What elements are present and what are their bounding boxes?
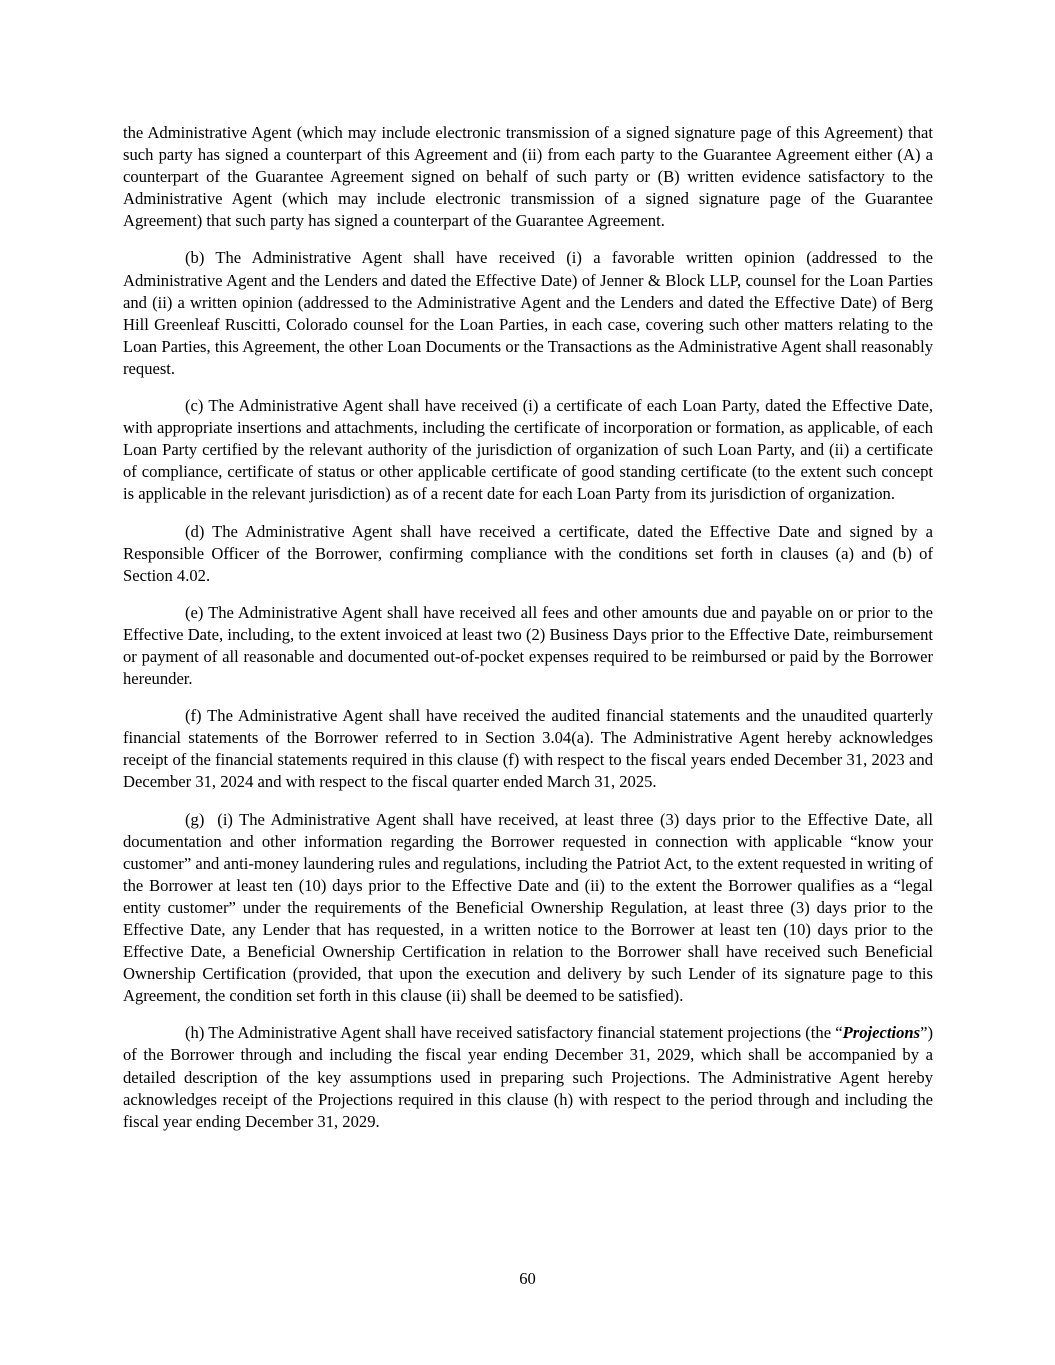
paragraph — [123, 395, 933, 505]
text-run: (e) The Administrative Agent shall have received all fees and other amounts due and payable on or prior to the Effective Date, including, to the extent invoiced at least two (2) Business Days prior to the Effective Date, reimbursement or payment of all reasonable and documented out-of-pocket expenses required to be reimbursed or paid by the Borrower hereunder. — [123, 602, 933, 689]
text-run: (g) (i) The Administrative Agent shall have received, at least three (3) days prior to the Effective Date, all documentation and other information regarding the Borrower requested in connection with applicable “know your customer” and anti-money laundering rules and regulations, including the Patriot Act, to the extent requested in writing of the Borrower at least ten (10) days prior to the Effective Date and (ii) to the extent the Borrower qualifies as a “legal entity customer” under the requirements of the Beneficial Ownership Regulation, at least three (3) days prior to the Effective Date, any Lender that has requested, in a written notice to the Borrower at least ten (10) days prior to the Effective Date, a Beneficial Ownership Certification in relation to the Borrower shall have received such Beneficial Ownership Certification (provided, that upon the execution and delivery by such Lender of its signature page to this Agreement, the condition set forth in this clause (ii) shall be deemed to be satisfied). — [123, 809, 933, 1006]
text-run: ”) of the Borrower through and including the fiscal year ending December 31, 2029, which shall be accompanied by a detailed description of the key assumptions used in preparing such Projections. The Administrative Agent hereby acknowledges receipt of the Projections required in this clause (h) with respect to the period through and including the fiscal year ending December 31, 2029. — [123, 1023, 933, 1131]
paragraph — [123, 602, 933, 690]
text-run: (d) The Administrative Agent shall have received a certificate, dated the Effective Date and signed by a Responsible Officer of the Borrower, confirming compliance with the conditions set forth in clauses (a) and (b) of Section 4.02. — [123, 521, 933, 585]
paragraph — [123, 122, 933, 232]
document-body — [123, 122, 933, 1148]
text-run: (c) The Administrative Agent shall have received (i) a certificate of each Loan Party, dated the Effective Date, with appropriate insertions and attachments, including the certificate of incorporation or formation, as applicable, of each Loan Party certified by the relevant authority of the jurisdiction of organization of such Loan Party, and (ii) a certificate of compliance, certificate of status or other applicable certificate of good standing certificate (to the extent such concept is applicable in the relevant jurisdiction) as of a recent date for each Loan Party from its jurisdiction of organization. — [123, 396, 933, 504]
text-run: (h) The Administrative Agent shall have received satisfactory financial statement projections (the “ — [185, 1023, 843, 1043]
paragraph — [123, 521, 933, 587]
paragraph — [123, 705, 933, 793]
page-number: 60 — [519, 1269, 536, 1288]
paragraph — [123, 1022, 933, 1132]
text-run: the Administrative Agent (which may include electronic transmission of a signed signature page of this Agreement) that such party has signed a counterpart of this Agreement and (ii) from each party to the Guarantee Agreement either (A) a counterpart of the Guarantee Agreement signed on behalf of such party or (B) written evidence satisfactory to the Administrative Agent (which may include electronic transmission of a signed signature page of the Guarantee Agreement) that such party has signed a counterpart of the Guarantee Agreement. — [123, 123, 933, 231]
emphasized-text: Projections — [842, 1023, 921, 1043]
paragraph — [123, 809, 933, 1008]
text-run: (b) The Administrative Agent shall have received (i) a favorable written opinion (addressed to the Administrative Agent and the Lenders and dated the Effective Date) of Jenner & Block LLP, counsel for the Loan Parties and (ii) a written opinion (addressed to the Administrative Agent and the Lenders and dated the Effective Date) of Berg Hill Greenleaf Ruscitti, Colorado counsel for the Loan Parties, in each case, covering such other matters relating to the Loan Parties, this Agreement, the other Loan Documents or the Transactions as the Administrative Agent shall reasonably request. — [123, 248, 933, 378]
text-run: (f) The Administrative Agent shall have received the audited financial statements and the unaudited quarterly financial statements of the Borrower referred to in Section 3.04(a). The Administrative Agent hereby acknowledges receipt of the financial statements required in this clause (f) with respect to the fiscal years ended December 31, 2023 and December 31, 2024 and with respect to the fiscal quarter ended March 31, 2025. — [123, 706, 933, 792]
paragraph — [123, 247, 933, 380]
